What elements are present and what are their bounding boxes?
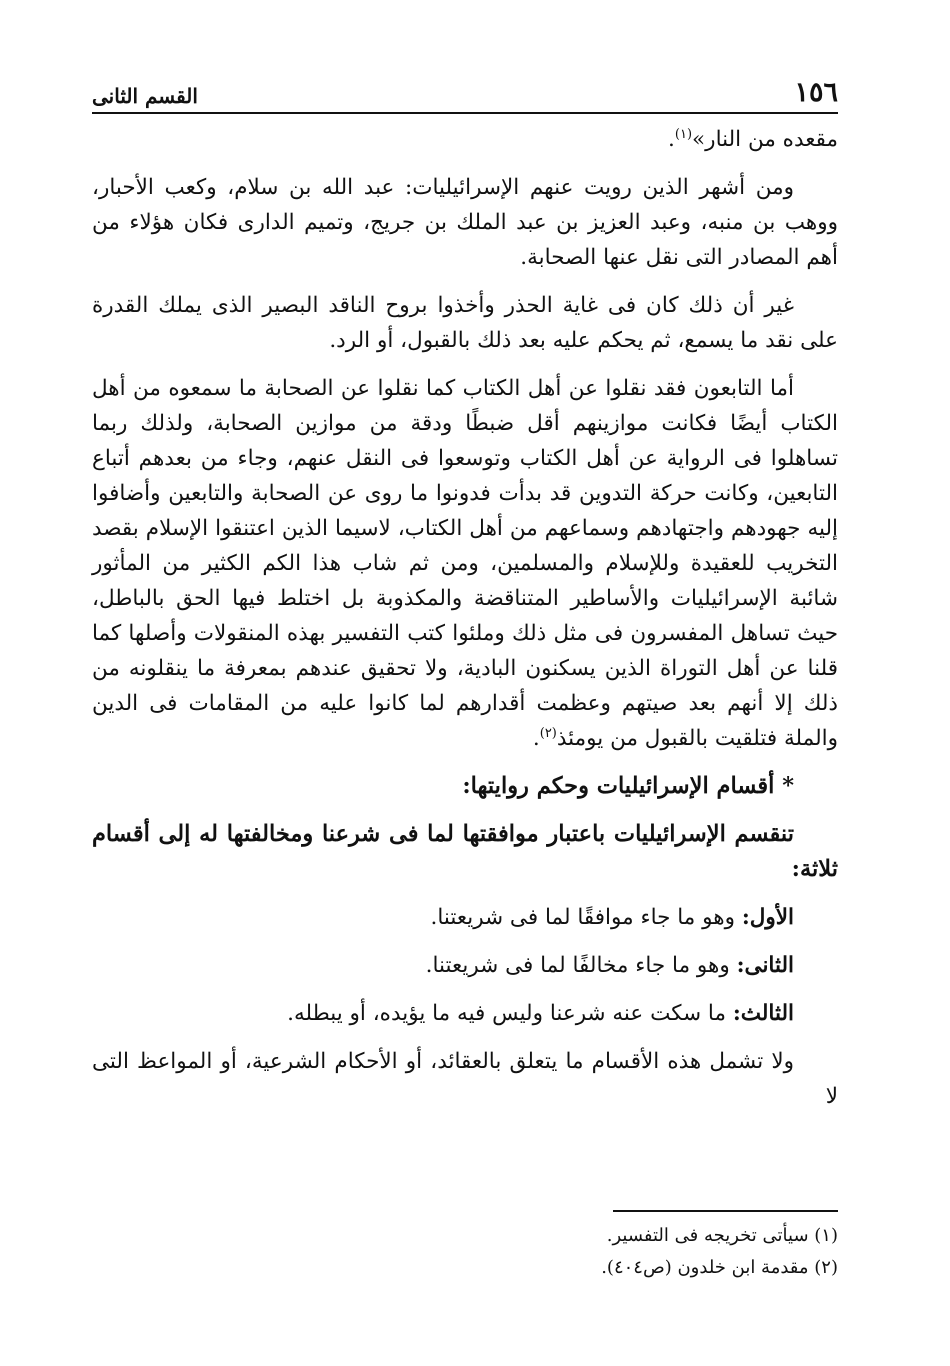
paragraph-caution: غير أن ذلك كان فى غاية الحذر وأخذوا بروح الناقد البصير الذى يملك القدرة على نقد ما يسمع، ثم يحكم عليه بعد ذلك بالقبول، أو الرد.: [92, 293, 838, 353]
paragraph-last: ولا تشمل هذه الأقسام ما يتعلق بالعقائد، أو الأحكام الشرعية، أو المواعظ التى لا: [92, 1049, 838, 1109]
header-rule: [92, 112, 838, 114]
section-heading: * أقسام الإسرائيليات وحكم روايتها:: [462, 773, 794, 799]
footnote-2: (٢) مقدمة ابن خلدون (ص٤٠٤).: [601, 1257, 838, 1278]
paragraph-narrators: ومن أشهر الذين رويت عنهم الإسرائيليات: عبد الله بن سلام، وكعب الأحبار، ووهب بن منبه، وعبد العزيز بن عبد الملك بن جريج، وتميم الدارى فكان هؤلاء من أهم المصادر التى نقل عنها الصحابة.: [92, 175, 838, 270]
section-intro: تنقسم الإسرائيليات باعتبار موافقتها لما فى شرعنا ومخالفتها له إلى أقسام ثلاثة:: [92, 821, 838, 882]
list-text: وهو ما جاء موافقًا لما فى شريعتنا.: [430, 905, 742, 930]
list-label: الثالث:: [732, 1001, 794, 1026]
paragraph-text: مقعده من النار»: [692, 127, 838, 152]
footnote-ref-2: (٢): [539, 725, 557, 741]
paragraph-continuation: [92, 122, 838, 157]
list-text: ما سكت عنه شرعنا وليس فيه ما يؤيده، أو يبطله.: [287, 1001, 733, 1026]
list-item-first: [92, 900, 838, 935]
running-title: القسم الثانى: [92, 84, 198, 108]
page-body: [92, 122, 838, 1127]
paragraph-end: .: [668, 127, 675, 152]
paragraph-end: .: [532, 726, 540, 751]
list-label: الأول:: [741, 905, 794, 930]
list-label: الثانى:: [736, 953, 794, 978]
footnotes: [92, 1220, 838, 1284]
list-item-third: [92, 996, 838, 1031]
page-number: ١٥٦: [794, 77, 838, 108]
list-text: وهو ما جاء مخالفًا لما فى شريعتنا.: [425, 953, 737, 978]
list-item-second: [92, 948, 838, 983]
footnote-rule: [613, 1210, 838, 1212]
footnote-ref-1: (١): [674, 126, 693, 142]
footnote-1: (١) سيأتى تخريجه فى التفسير.: [606, 1225, 838, 1246]
page-header: [92, 62, 838, 108]
paragraph-text: أما التابعون فقد نقلوا عن أهل الكتاب كما نقلوا عن الصحابة ما سمعوه من أهل الكتاب أيضًا فكانت موازينهم أقل ضبطًا ودقة من موازين الصحابة، ولذلك ربما تساهلوا فى الرواية عن أهل الكتاب وتوسعوا فى النقل عنهم، وجاء من بعدهم أتباع التابعين، وكانت حركة التدوين قد بدأت فدونوا ما روى عن الصحابة والتابعين وأضافوا إليه جهودهم واجتهادهم وسماعهم من أهل الكتاب، لاسيما الذين اعتنقوا الإسلام بقصد التخريب للعقيدة وللإسلام والمسلمين، ومن ثم شاب هذا الكم الكثير من المأثور شائبة الإسرائيليات والأساطير المتناقضة والمكذوبة بل اختلط فيها الحق بالباطل، حيث تساهل المفسرون فى مثل ذلك وملئوا كتب التفسير بهذه المنقولات وأصلها كما قلنا عن أهل التوراة الذين يسكنون البادية، ولا تحقيق عندهم بمعرفة ما ينقلونه من ذلك إلا أنهم بعد صيتهم وعظمت أقدارهم لما كانوا عليه من المقامات فى الدين والملة فتلقيت بالقبول من يومئذ: [92, 376, 838, 751]
paragraph-followers: [92, 371, 838, 756]
